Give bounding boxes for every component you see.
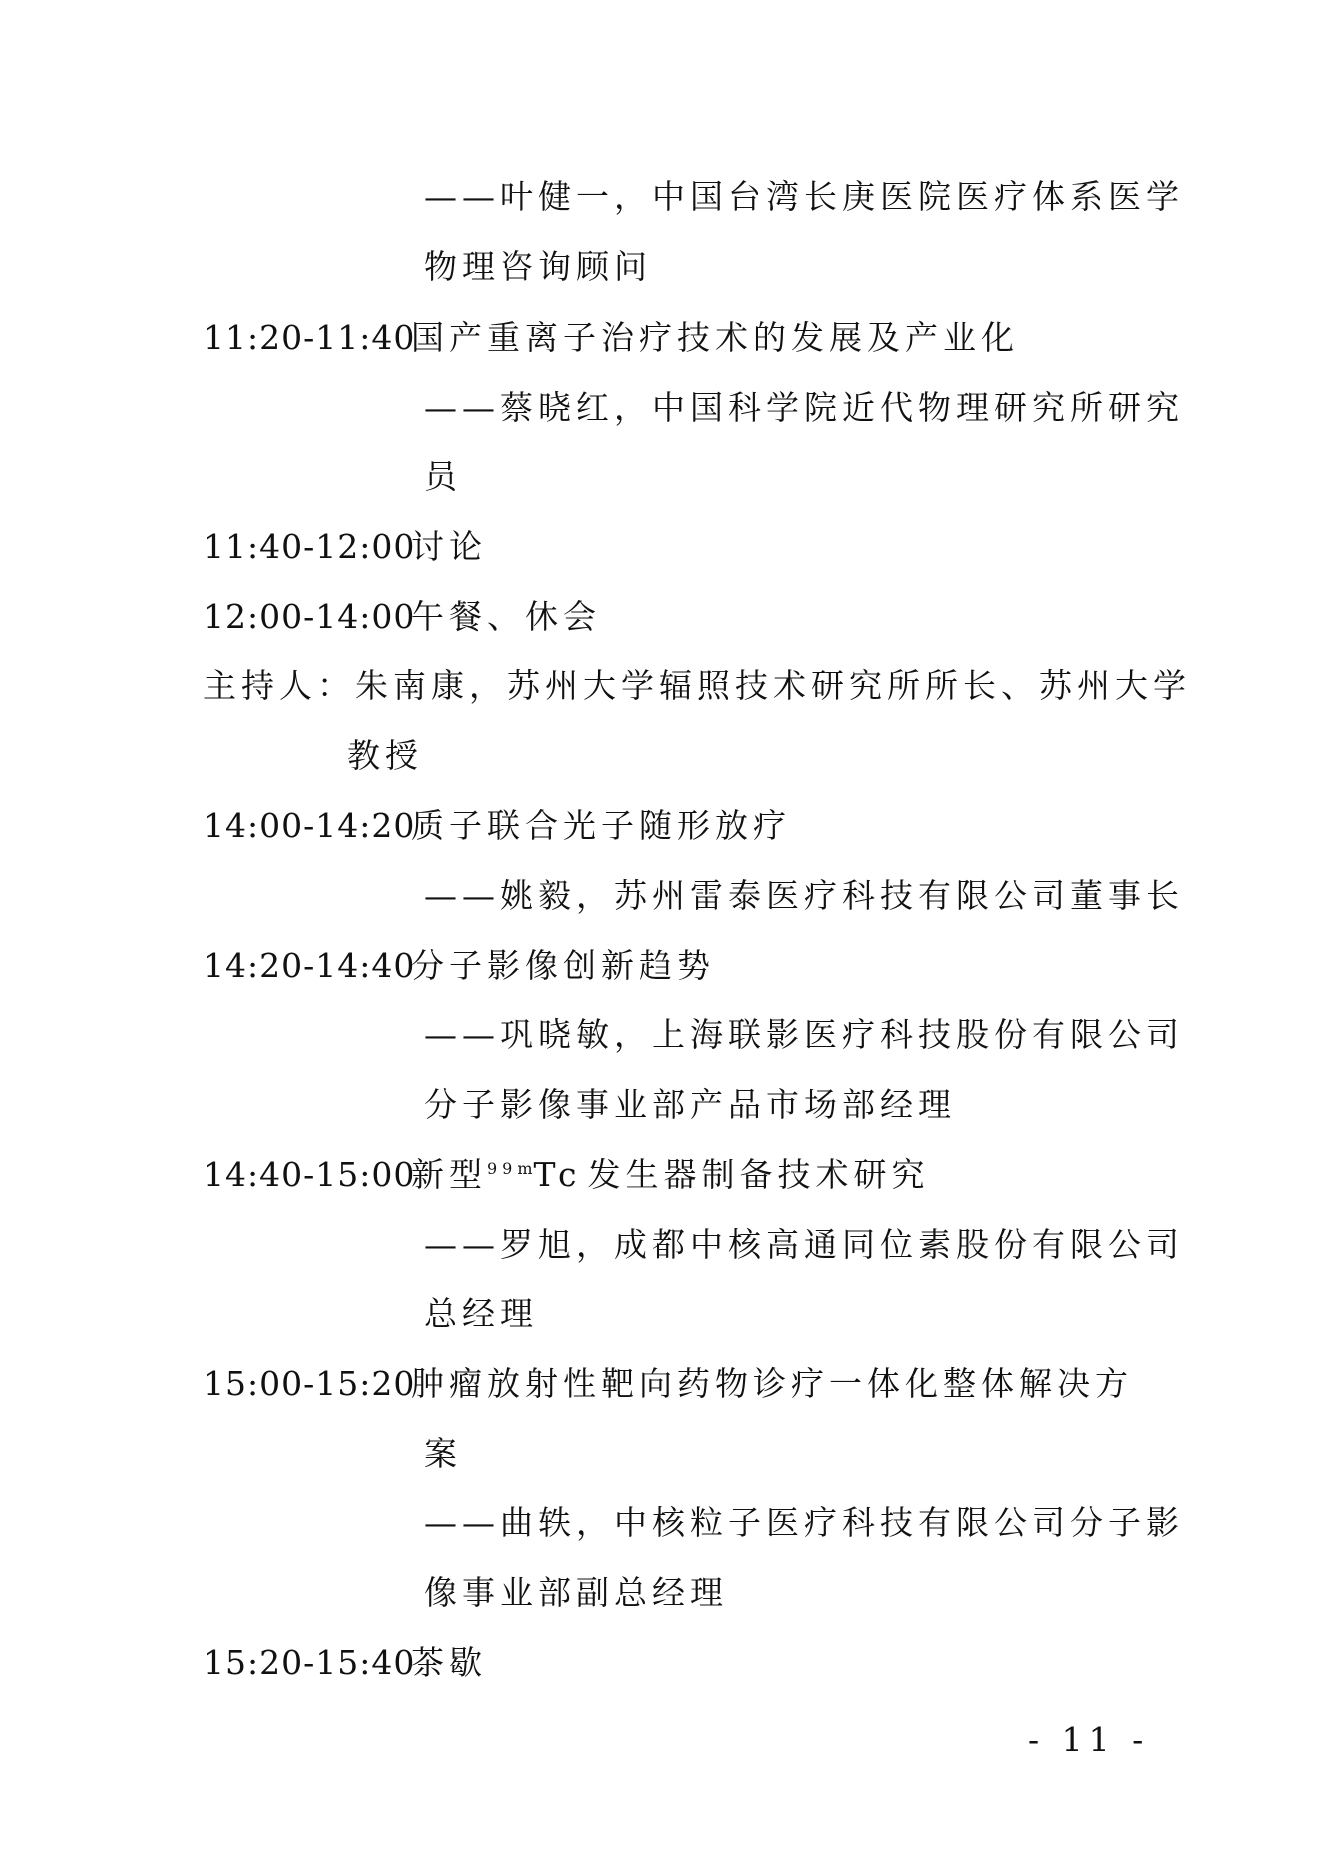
time-slot: 11:40-12:00 bbox=[203, 527, 416, 566]
schedule-row bbox=[203, 597, 601, 637]
element-symbol: Tc bbox=[533, 1155, 582, 1194]
speaker-line: ——曲轶，中核粒子医疗科技有限公司分子影 bbox=[424, 1503, 1184, 1542]
schedule-row bbox=[203, 1643, 487, 1683]
session-title-part: 发生器制备技术研究 bbox=[587, 1155, 930, 1194]
speaker-line: ——巩晓敏，上海联影医疗科技股份有限公司 bbox=[424, 1015, 1184, 1054]
superscript-mass-number: 99m bbox=[487, 1159, 538, 1178]
host-line: 教授 bbox=[347, 736, 423, 775]
speaker-line: ——蔡晓红，中国科学院近代物理研究所研究 bbox=[424, 388, 1184, 427]
speaker-line: 总经理 bbox=[424, 1294, 538, 1333]
session-title-part: 新型 bbox=[411, 1155, 487, 1194]
session-title: 讨论 bbox=[411, 527, 487, 566]
session-title bbox=[411, 1155, 929, 1194]
host-line: 主持人：朱南康，苏州大学辐照技术研究所所长、苏州大学 bbox=[203, 666, 1191, 705]
schedule-row bbox=[203, 946, 715, 986]
speaker-line: ——叶健一，中国台湾长庚医院医疗体系医学 bbox=[424, 177, 1184, 216]
schedule-row bbox=[203, 318, 1019, 358]
speaker-line: 物理咨询顾问 bbox=[424, 247, 652, 286]
time-slot: 14:40-15:00 bbox=[203, 1155, 416, 1194]
session-title: 分子影像创新趋势 bbox=[411, 946, 715, 985]
schedule-row bbox=[203, 527, 487, 567]
schedule-row bbox=[203, 1364, 1133, 1404]
speaker-line: 分子影像事业部产品市场部经理 bbox=[424, 1085, 956, 1124]
speaker-line: 像事业部副总经理 bbox=[424, 1573, 728, 1612]
schedule-row bbox=[203, 1155, 929, 1195]
speaker-line: ——罗旭，成都中核高通同位素股份有限公司 bbox=[424, 1225, 1184, 1264]
schedule-row bbox=[203, 806, 791, 846]
session-title-continued: 案 bbox=[424, 1434, 462, 1473]
time-slot: 14:20-14:40 bbox=[203, 946, 416, 985]
session-title: 质子联合光子随形放疗 bbox=[411, 806, 791, 845]
session-title: 茶歇 bbox=[411, 1643, 487, 1682]
speaker-line: 员 bbox=[424, 457, 462, 496]
speaker-line: ——姚毅，苏州雷泰医疗科技有限公司董事长 bbox=[424, 876, 1184, 915]
time-slot: 15:00-15:20 bbox=[203, 1364, 416, 1403]
session-title: 午餐、休会 bbox=[411, 597, 601, 636]
time-slot: 12:00-14:00 bbox=[203, 597, 416, 636]
session-title: 国产重离子治疗技术的发展及产业化 bbox=[411, 318, 1019, 357]
time-slot: 14:00-14:20 bbox=[203, 806, 416, 845]
session-title: 肿瘤放射性靶向药物诊疗一体化整体解决方 bbox=[411, 1364, 1133, 1403]
page-number: - 11 - bbox=[1028, 1720, 1150, 1759]
time-slot: 11:20-11:40 bbox=[203, 318, 416, 357]
time-slot: 15:20-15:40 bbox=[203, 1643, 416, 1682]
